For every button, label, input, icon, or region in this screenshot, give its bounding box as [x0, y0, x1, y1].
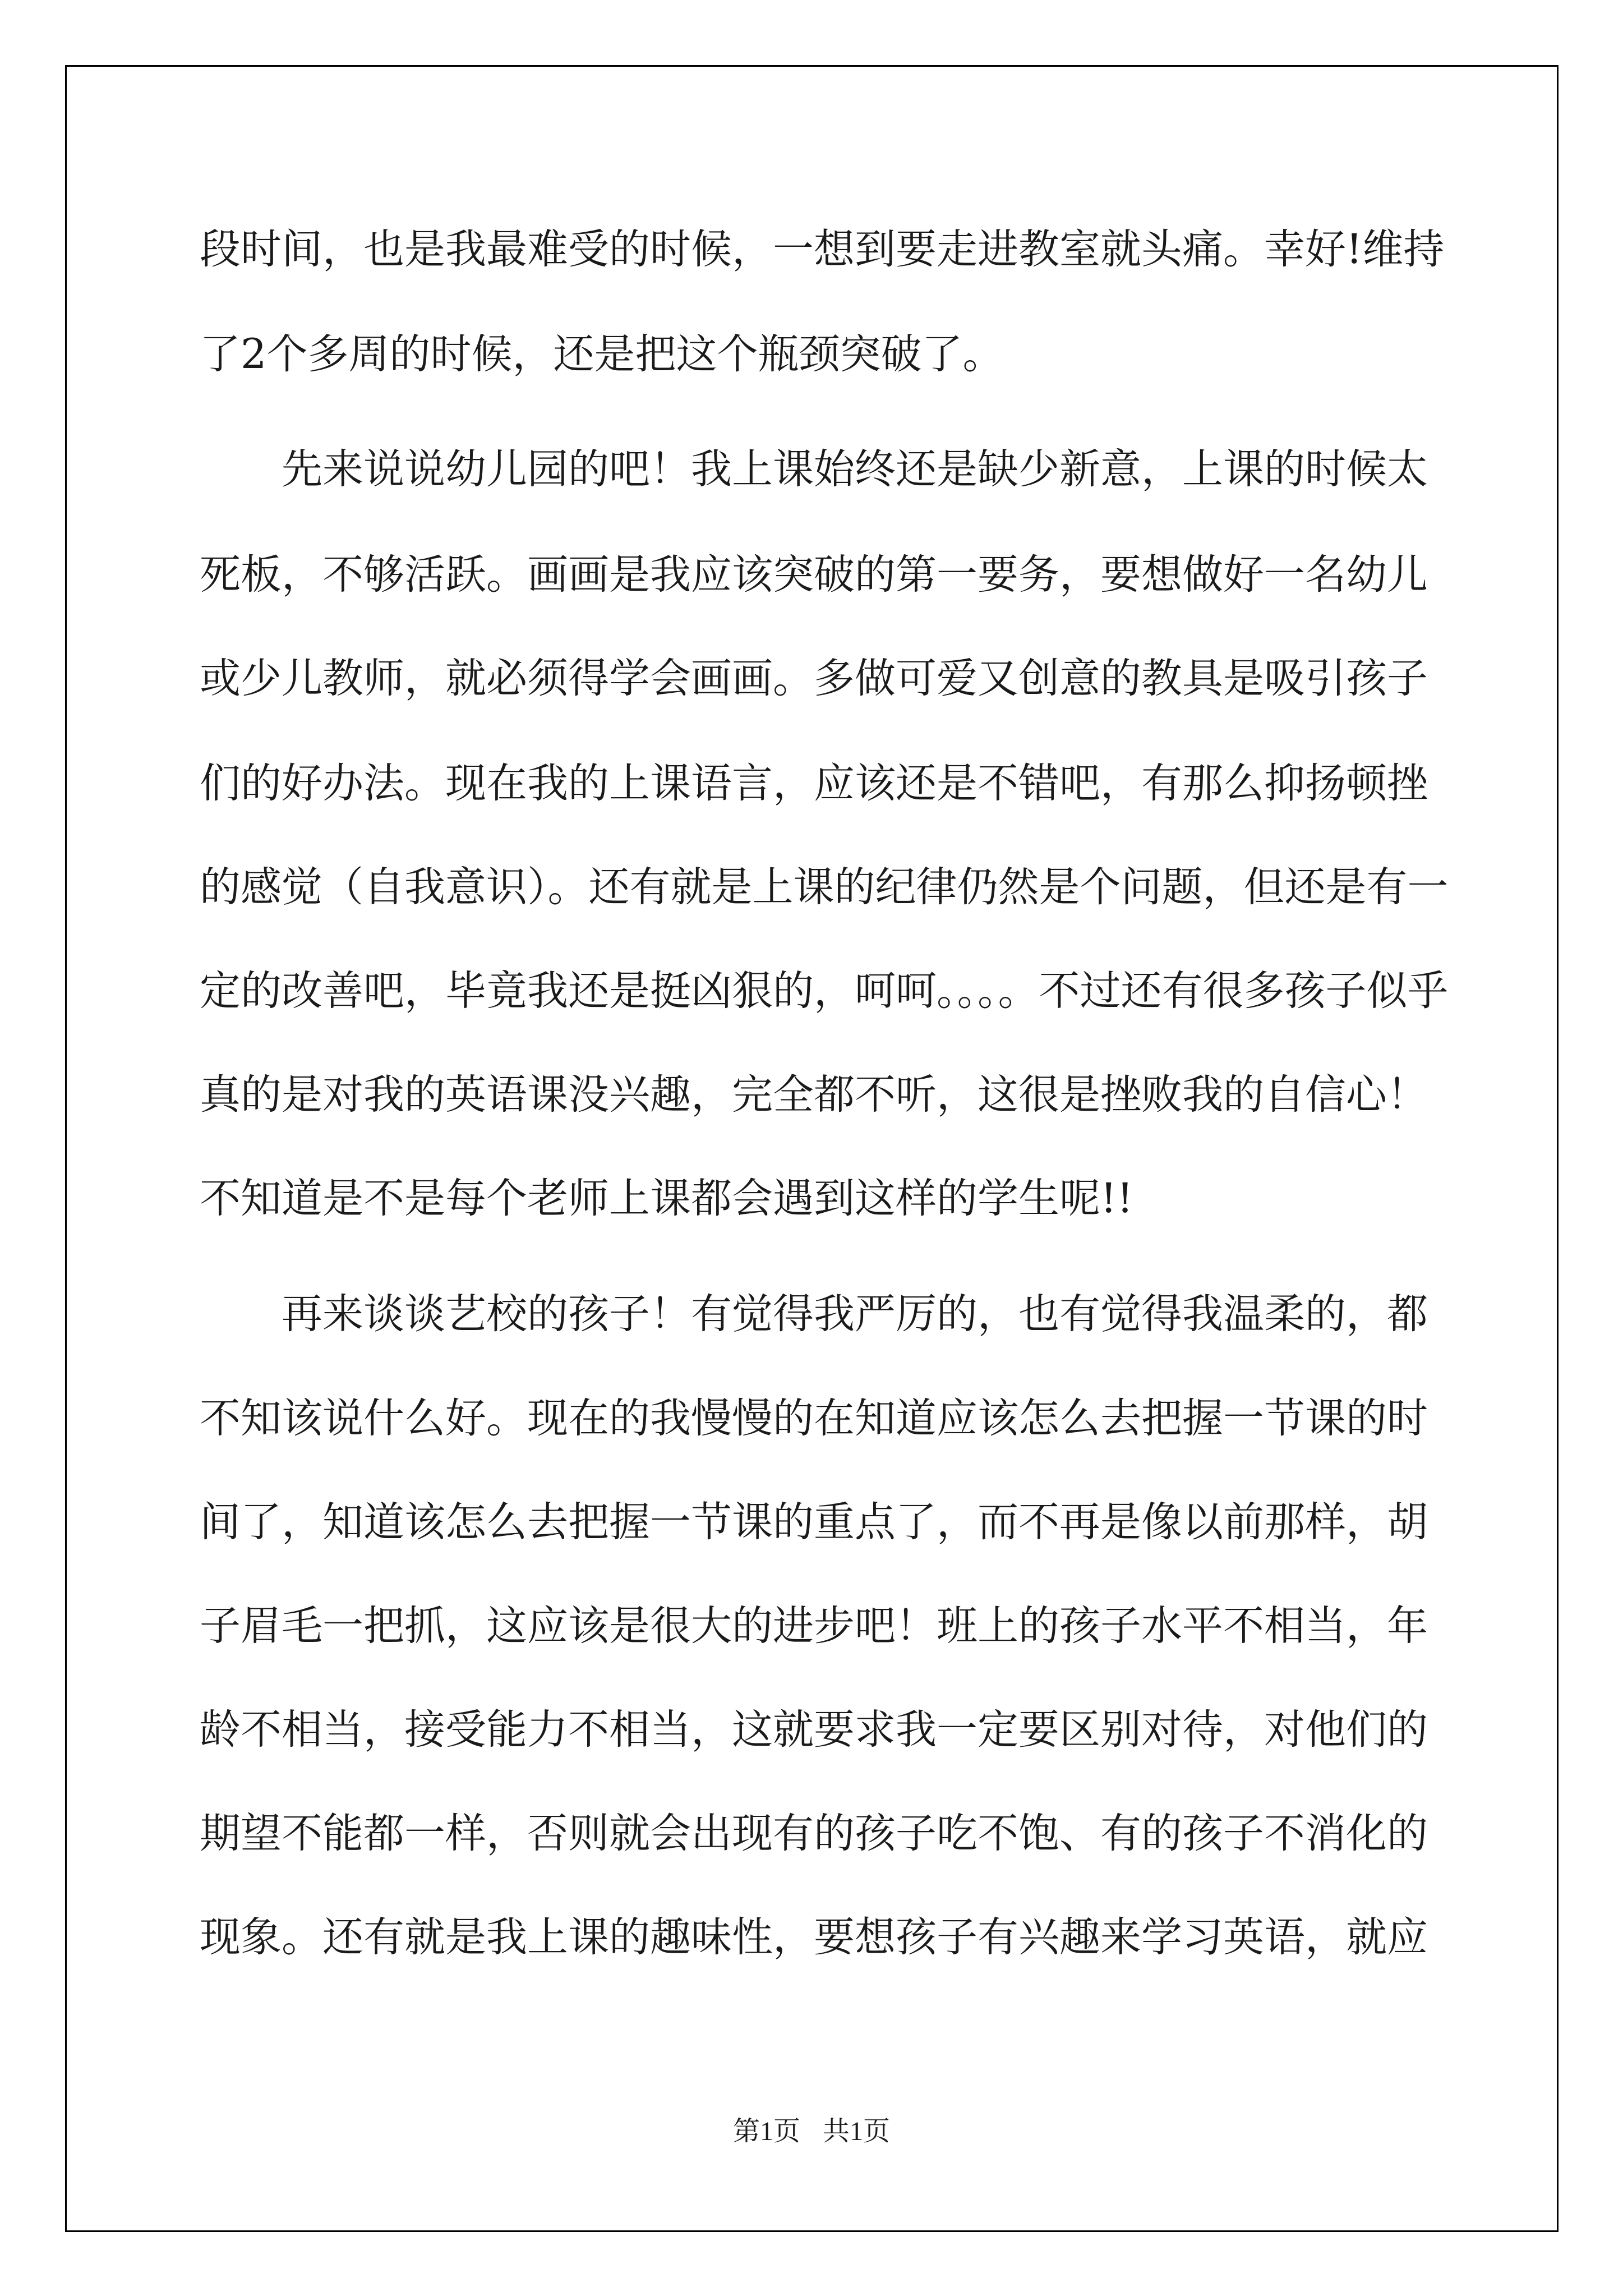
- paragraph-line: 子眉毛一把抓，这应该是很大的进步吧！班上的孩子水平不相当，年: [200, 1602, 1428, 1650]
- paragraph-line: 的感觉（自我意识）。还有就是上课的纪律仍然是个问题，但还是有一: [200, 863, 1449, 911]
- paragraph-line: 间了，知道该怎么去把握一节课的重点了，而不再是像以前那样，胡: [200, 1498, 1428, 1546]
- paragraph-line: 不知该说什么好。现在的我慢慢的在知道应该怎么去把握一节课的时: [200, 1395, 1428, 1442]
- paragraph-line: 段时间，也是我最难受的时候，一想到要走进教室就头痛。幸好!维持: [200, 226, 1445, 273]
- page-number: 第1页: [732, 2116, 800, 2146]
- page-total: 共1页: [823, 2116, 891, 2146]
- page-footer: [0, 2115, 1623, 2148]
- paragraph-line: 期望不能都一样，否则就会出现有的孩子吃不饱、有的孩子不消化的: [200, 1810, 1428, 1857]
- paragraph-line: 了2个多周的时候，还是把这个瓶颈突破了。: [200, 330, 1004, 378]
- paragraph-line: 龄不相当，接受能力不相当，这就要求我一定要区别对待，对他们的: [200, 1706, 1428, 1754]
- paragraph-line: 先来说说幼儿园的吧！我上课始终还是缺少新意，上课的时候太: [200, 445, 1428, 493]
- paragraph-line: 定的改善吧，毕竟我还是挺凶狠的，呵呵。。。。不过还有很多孩子似乎: [200, 967, 1449, 1015]
- paragraph-line: 再来谈谈艺校的孩子！有觉得我严厉的，也有觉得我温柔的，都: [200, 1290, 1428, 1338]
- paragraph-line: 们的好办法。现在我的上课语言，应该还是不错吧，有那么抑扬顿挫: [200, 760, 1428, 807]
- paragraph-line: 或少儿教师，就必须得学会画画。多做可爱又创意的教具是吸引孩子: [200, 655, 1428, 702]
- paragraph-line: 现象。还有就是我上课的趣味性，要想孩子有兴趣来学习英语，就应: [200, 1913, 1428, 1961]
- paragraph-line: 真的是对我的英语课没兴趣，完全都不听，这很是挫败我的自信心！: [200, 1071, 1428, 1119]
- paragraph-line: 死板，不够活跃。画画是我应该突破的第一要务，要想做好一名幼儿: [200, 551, 1428, 599]
- page-border: [65, 65, 1559, 2232]
- paragraph-line: 不知道是不是每个老师上课都会遇到这样的学生呢!!: [200, 1175, 1133, 1222]
